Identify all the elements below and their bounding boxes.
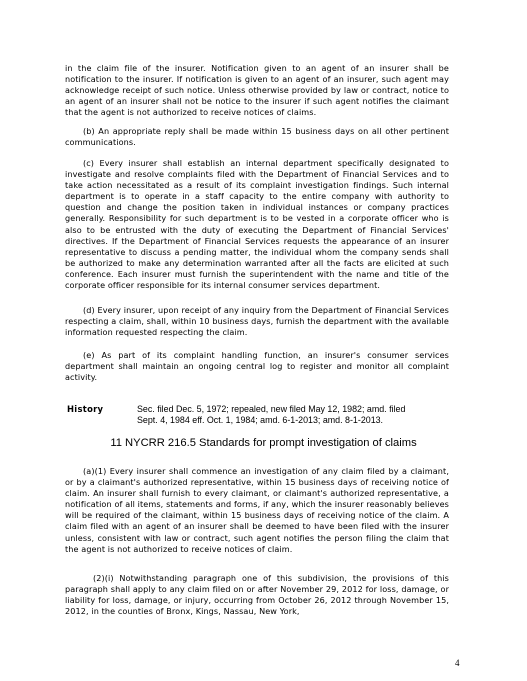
paragraph-2i-notwithstanding xyxy=(65,573,449,617)
paragraph-b-text: (b) An appropriate reply shall be made within 15 business days on all other pertinent communications. xyxy=(65,126,449,148)
paragraph-d-inquiry xyxy=(65,305,449,338)
page-number: 4 xyxy=(455,658,460,668)
paragraph-a1-text: (a)(1) Every insurer shall commence an investigation of any claim filed by a claimant, or by a claimant's authorized representative, within 15 business days of receiving notice of claim. An insurer shall furnish to every claimant, or claimant's authorized representative, a notification of all items, statements and forms, if any, which the insurer reasonably believes will be required of the claimant, within 15 business days of receiving notice of the claim. A claim filed with an agent of an insurer shall be deemed to have been filed with the insurer unless, consistent with law or contract, such agent notifies the person filing the claim that the agent is not authorized to receive notices of claim. xyxy=(65,466,449,554)
paragraph-claim-file-notification: in the claim file of the insurer. Notification given to an agent of an insurer shall be notification to the insurer. If notification is given to an agent of an insurer, such agent may acknowledge receipt of such notice. Unless otherwise provided by law or contract, notice to an agent of an insurer shall not be notice to the insurer if such agent notifies the claimant that the agent is not authorized to receive notices of claims. xyxy=(65,63,449,118)
paragraph-e-complaint-log xyxy=(65,350,449,383)
paragraph-a1-investigation xyxy=(65,466,449,555)
paragraph-c-text: (c) Every insurer shall establish an internal department specifically designated to investigate and resolve complaints filed with the Department of Financial Services and to take action necessitated as a result of its complaint investigation findings. Such internal department is to operate in a staff capacity to the entire company with authority to question and change the position taken in individual instances or company practices generally. Responsibility for such department is to be vested in a corporate officer who is also to be entrusted with the duty of executing the Department of Financial Services' directives. If the Department of Financial Services requests the appearance of an insurer representative to discuss a pending matter, the individual whom the company sends shall be authorized to make any determination warranted after all the facts are elicited at such conference. Each insurer must furnish the superintendent with the name and title of the corporate officer responsible for its internal consumer services department. xyxy=(65,158,449,291)
section-heading: 11 NYCRR 216.5 Standards for prompt investigation of claims xyxy=(110,437,417,449)
paragraph-e-text: (e) As part of its complaint handling function, an insurer's consumer services department shall maintain an ongoing central log to register and monitor all complaint activity. xyxy=(65,350,449,383)
history-label: History xyxy=(67,404,104,414)
history-text: Sec. filed Dec. 5, 1972; repealed, new filed May 12, 1982; amd. filed Sept. 4, 1984 eff. Oct. 1, 1984; amd. 6-1-2013; amd. 8-1-2013. xyxy=(137,404,406,425)
paragraph-d-text: (d) Every insurer, upon receipt of any inquiry from the Department of Financial Services respecting a claim, shall, within 10 business days, furnish the department with the available information requested respecting the claim. xyxy=(65,305,449,338)
paragraph-2i-text: (2)(i) Notwithstanding paragraph one of this subdivision, the provisions of this paragraph shall apply to any claim filed on or after November 29, 2012 for loss, damage, or liability for loss, damage, or injury, occurring from October 26, 2012 through November 15, 2012, in the counties of Bronx, Kings, Nassau, New York, xyxy=(65,573,449,617)
paragraph-c-internal-department xyxy=(65,158,449,291)
paragraph-b-reply xyxy=(65,126,449,148)
